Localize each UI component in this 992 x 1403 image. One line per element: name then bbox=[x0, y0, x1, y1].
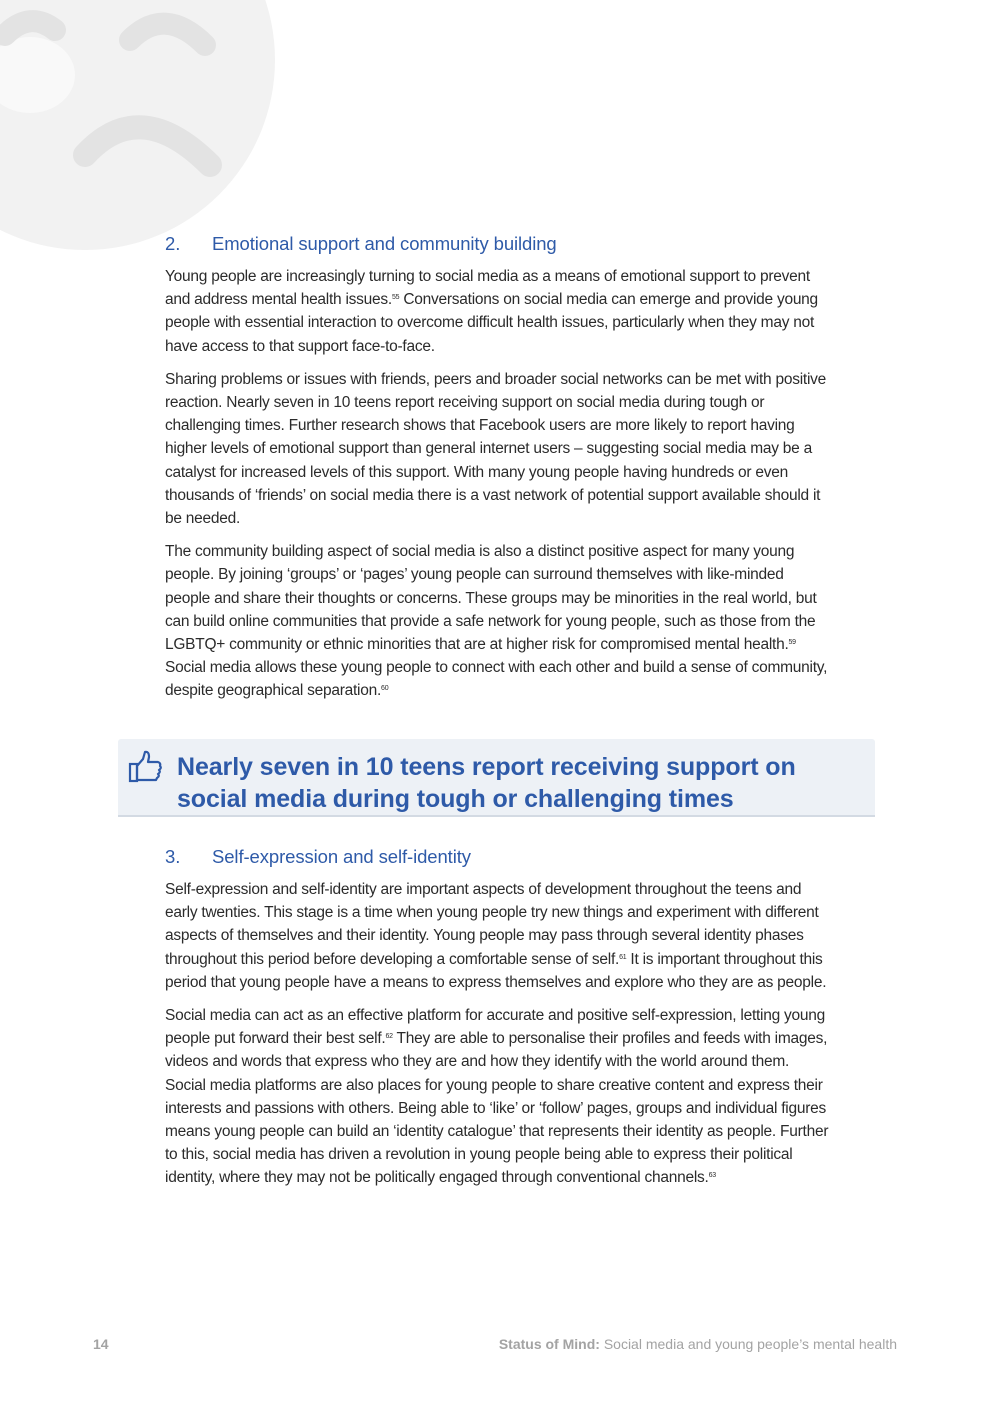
paragraph-text: They are able to personalise their profiles and feeds with images, videos and words that express who they are and how they identify with the world around them. Social media platforms are also places for young people to share creative content and express their interests and passions with others. Being able to ‘like’ or ‘follow’ pages, groups and individual figures means young people can build an ‘identity catalogue’ that represents their identity as people. Further to this, social media has driven a revolution in young people being able to express their political identity, where they may not be politically engaged through conventional channels. bbox=[165, 1030, 829, 1187]
footnote-reference: 55 bbox=[391, 294, 400, 302]
paragraph-text: Sharing problems or issues with friends, peers and broader social networks can be met with positive reaction. Nearly seven in 10 teens report receiving support on social media during tough or challenging times. Further research shows that Facebook users are more likely to report having higher levels of emotional support than general internet users – suggesting social media may be a catalyst for increased levels of this support. With many young people having hundreds or even thousands of ‘friends’ on social media there is a vast network of potential support available should it be needed. bbox=[165, 370, 827, 528]
paragraph-text: Young people are increasingly turning to social media as a means of emotional support to prevent and address mental health issues. bbox=[165, 268, 810, 309]
section-3-heading bbox=[165, 846, 830, 868]
footer-title-rest: Social media and young people’s mental health bbox=[599, 1336, 897, 1352]
paragraph-text: Conversations on social media can emerge and provide young people with essential interaction to overcome difficult health issues, particularly when they may not have access to that support face-to-face. bbox=[165, 291, 818, 355]
body-paragraph bbox=[165, 540, 830, 702]
section-2-number: 2. bbox=[165, 233, 181, 254]
section-2 bbox=[165, 233, 830, 713]
section-3-number: 3. bbox=[165, 846, 181, 867]
running-footer-title bbox=[499, 1336, 897, 1352]
section-2-body bbox=[165, 265, 830, 703]
section-3-body bbox=[165, 878, 830, 1190]
section-3 bbox=[165, 846, 830, 1200]
body-paragraph bbox=[165, 368, 830, 530]
footnote-reference: 62 bbox=[385, 1033, 393, 1041]
paragraph-text: Social media allows these young people to connect with each other and build a sense of community, despite geographical separation. bbox=[165, 659, 828, 700]
body-paragraph bbox=[165, 878, 830, 994]
thumbs-up-icon bbox=[128, 749, 164, 785]
section-2-heading bbox=[165, 233, 830, 255]
page-number: 14 bbox=[93, 1336, 109, 1352]
footnote-reference: 60 bbox=[381, 685, 389, 693]
footer-title-bold: Status of Mind: bbox=[498, 1336, 600, 1352]
paragraph-text: Self-expression and self-identity are important aspects of development throughout the teens and early twenties. This stage is a time when young people try new things and experiment with different aspects of themselves and their identity. Young people may pass through several identity phases throughout this period before developing a comfortable sense of self. bbox=[165, 881, 819, 968]
paragraph-text: It is important throughout this period that young people have a means to express themselves and explore who they are as people. bbox=[165, 950, 827, 991]
section-2-title: Emotional support and community building bbox=[212, 233, 557, 254]
footnote-reference: 63 bbox=[708, 1172, 716, 1180]
paragraph-text: The community building aspect of social media is also a distinct positive aspect for many young people. By joining ‘groups’ or ‘pages’ young people can surround themselves with like-minded people and share their thoughts or concerns. These groups may be minorities in the real world, but can build online communities that provide a safe network for young people, such as those from the LGBTQ+ community or ethnic minorities that are at higher risk for compromised mental health. bbox=[165, 543, 817, 654]
body-paragraph bbox=[165, 1004, 830, 1190]
footnote-reference: 59 bbox=[788, 639, 796, 647]
callout-text: Nearly seven in 10 teens report receiving support on social media during tough or challenging times bbox=[177, 753, 796, 813]
pull-quote-callout bbox=[118, 739, 875, 817]
section-3-title: Self-expression and self-identity bbox=[212, 846, 471, 867]
footnote-reference: 61 bbox=[619, 953, 627, 961]
body-paragraph bbox=[165, 265, 830, 358]
paragraph-text: Social media can act as an effective platform for accurate and positive self-expression, letting young people put forward their best self. bbox=[165, 1007, 826, 1048]
